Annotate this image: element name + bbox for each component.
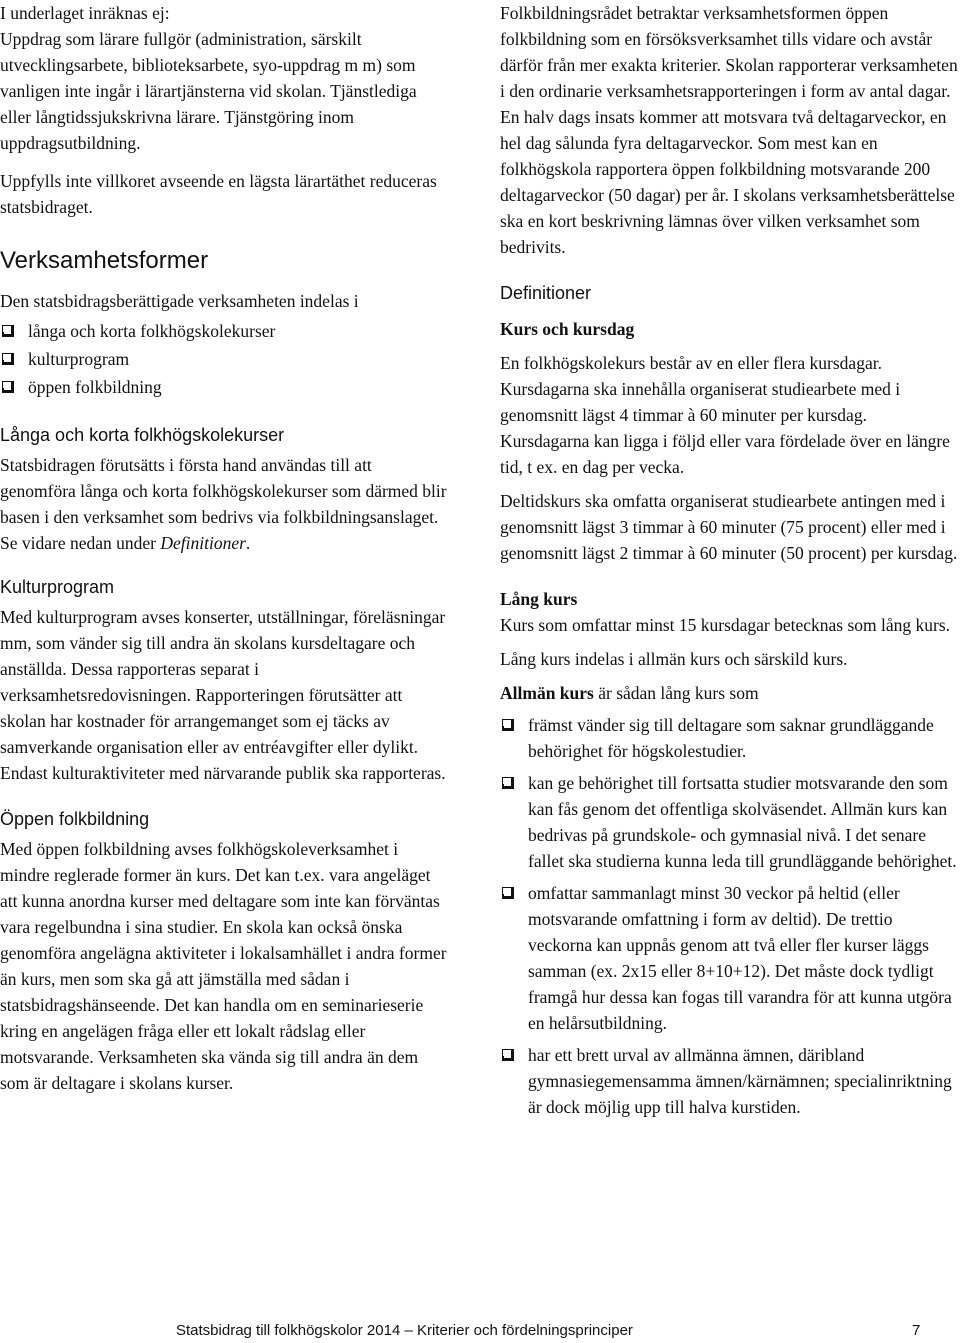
reference-prefix: Se vidare nedan under: [0, 533, 161, 553]
checkbox-bullet-icon: [2, 325, 14, 337]
reference-suffix: .: [245, 533, 251, 553]
general-course-bold: Allmän kurs: [500, 683, 594, 703]
right-column: [500, 0, 958, 1126]
footer-title: Statsbidrag till folkhögskolor 2014 – Kriterier och fördelningsprinciper: [176, 1322, 633, 1339]
intro-heading: I underlaget inräknas ej:: [0, 3, 170, 23]
checkbox-bullet-icon: [502, 887, 514, 899]
list-item: [0, 346, 450, 372]
list-item: [0, 374, 450, 400]
list-item: [500, 880, 958, 1036]
list-item: [500, 712, 958, 764]
section-title: Verksamhetsformer: [0, 247, 209, 274]
long-course-paragraph: Kurs som omfattar minst 15 kursdagar betecknas som lång kurs.: [500, 615, 951, 635]
list-item-text: har ett brett urval av allmänna ämnen, däribland gymnasiegemensamma ämnen/kärnämnen; specialinriktning är dock möjlig upp till halva kurstiden.: [528, 1045, 952, 1117]
checkbox-bullet-icon: [502, 719, 514, 731]
long-course-division-paragraph: Lång kurs indelas i allmän kurs och särskild kurs.: [500, 649, 848, 669]
checkbox-bullet-icon: [2, 353, 14, 365]
list-item: [500, 770, 958, 874]
checkbox-bullet-icon: [502, 777, 514, 789]
part-time-paragraph: Deltidskurs ska omfatta organiserat studiearbete antingen med i genomsnitt lägst 3 timmar à 60 minuter (75 procent) eller med i genomsnitt lägst 2 timmar à 60 minuter (50 procent) per kursdag.: [500, 491, 958, 563]
list-item-text: långa och korta folkhögskolekurser: [28, 321, 276, 341]
left-column: [0, 0, 450, 1096]
spacer: [0, 156, 450, 168]
open-education-continued-paragraph: Folkbildningsrådet betraktar verksamhetsformen öppen folkbildning som en försöksverksamhet tills vidare och avstår därför från mer exakta kriterier. Skolan rapporterar verksamheten i den ordinarie verksamhetsrapporteringen i form av antal dagar. En halv dags insats kommer att motsvara två deltagarveckor, en hel dag sålunda fyra deltagarveckor. Som mest kan en folkhögskola rapportera öppen folkbildning motsvarande 200 deltagarveckor (50 dagar) per år. I skolans verksamhetsberättelse ska en kort beskrivning lämnas över vilken verksamhet som bedrivits.: [500, 3, 958, 257]
list-item: [500, 1042, 958, 1120]
list-item-text: kan ge behörighet till fortsatta studier motsvarande den som kan fås genom det offentliga skolväsendet. Allmän kurs kan bedrivas på grundskole- och gymnasial nivå. I det senare fallet ska studierna kunna leda till grundläggande behörighet.: [528, 773, 957, 871]
list-item-text: främst vänder sig till deltagare som saknar grundläggande behörighet för högskolestudier.: [528, 715, 934, 761]
section-lead: Den statsbidragsberättigade verksamheten indelas i: [0, 291, 359, 311]
subsection-title-open-education: Öppen folkbildning: [0, 809, 150, 829]
general-course-rest: är sådan lång kurs som: [593, 683, 759, 703]
checkbox-bullet-icon: [2, 381, 14, 393]
general-course-lead: [500, 680, 958, 706]
list-item-text: omfattar sammanlagt minst 30 veckor på heltid (eller motsvarande omfattning i form av deltid). De trettio veckorna kan uppnås genom att två eller fler kurser läggs samman (ex. 2x15 eller 8+10+12). Det måste dock tydligt framgå hur dessa kan fogas till varandra för att kunna utgöra en helårsutbildning.: [528, 883, 952, 1033]
course-definition-title: Kurs och kursdag: [500, 319, 635, 339]
reference-italic: Definitioner: [160, 533, 246, 553]
list-item: [0, 318, 450, 344]
subsection-title-courses: Långa och korta folkhögskolekurser: [0, 425, 285, 445]
culture-paragraph: Med kulturprogram avses konserter, utställningar, föreläsningar mm, som vänder sig till andra än skolans kursdeltagare och anställda. Dessa rapporteras separat i verksamhetsredovisningen. Rapporteringen förutsätter att skolan har kostnader för arrangemanget som ej täcks av samverkande organisation eller av entréavgifter eller dylikt. Endast kulturaktiviteter med närvarande publik ska rapporteras.: [0, 607, 446, 783]
list-item-text: kulturprogram: [28, 349, 130, 369]
courses-reference: [0, 530, 450, 556]
intro-paragraph: Uppdrag som lärare fullgör (administration, särskilt utvecklingsarbete, biblioteksarbete, syo-uppdrag m m) som vanligen inte ingår i lärartjänsterna vid skolan. Tjänstlediga eller långtidssjukskrivna lärare. Tjänstgöring inom uppdragsutbildning.: [0, 29, 417, 153]
general-course-criteria-list: [500, 712, 958, 1120]
open-education-paragraph: Med öppen folkbildning avses folkhögskoleverksamhet i mindre reglerade former än kurs. Det kan t.ex. vara angeläget att kunna anordna kurser med deltagare som inte kan förväntas vara regelbundna i sina studier. En skola kan också önska genomföra angelägna aktiviteter i lokalsamhället i andra former än kurs, men som ska gå att jämställa med sådan i statsbidragshänseende. Det kan handla om en seminarieserie kring en angelägen fråga eller ett lokalt rådslag eller motsvarande. Verksamheten ska vända sig till andra än dem som är deltagare i skolans kurser.: [0, 839, 447, 1093]
list-item-text: öppen folkbildning: [28, 377, 162, 397]
checkbox-bullet-icon: [502, 1049, 514, 1061]
subsection-title-culture: Kulturprogram: [0, 577, 115, 597]
course-definition-paragraph: En folkhögskolekurs består av en eller flera kursdagar. Kursdagarna ska innehålla organiserat studiearbete med i genomsnitt lägst 4 timmar à 60 minuter per kursdag. Kursdagarna kan ligga i följd eller vara fördelade över en längre tid, t ex. en dag per vecka.: [500, 353, 950, 477]
long-course-title: Lång kurs: [500, 589, 578, 609]
definitions-title: Definitioner: [500, 283, 592, 303]
courses-paragraph: Statsbidragen förutsätts i första hand användas till att genomföra långa och korta folkhögskolekurser som därmed blir basen i den verksamhet som bedrivs via folkbildningsanslaget.: [0, 455, 447, 527]
reduction-paragraph: Uppfylls inte villkoret avseende en lägsta lärartäthet reduceras statsbidraget.: [0, 171, 437, 217]
page-number: 7: [912, 1322, 921, 1339]
activity-type-list: [0, 318, 450, 400]
